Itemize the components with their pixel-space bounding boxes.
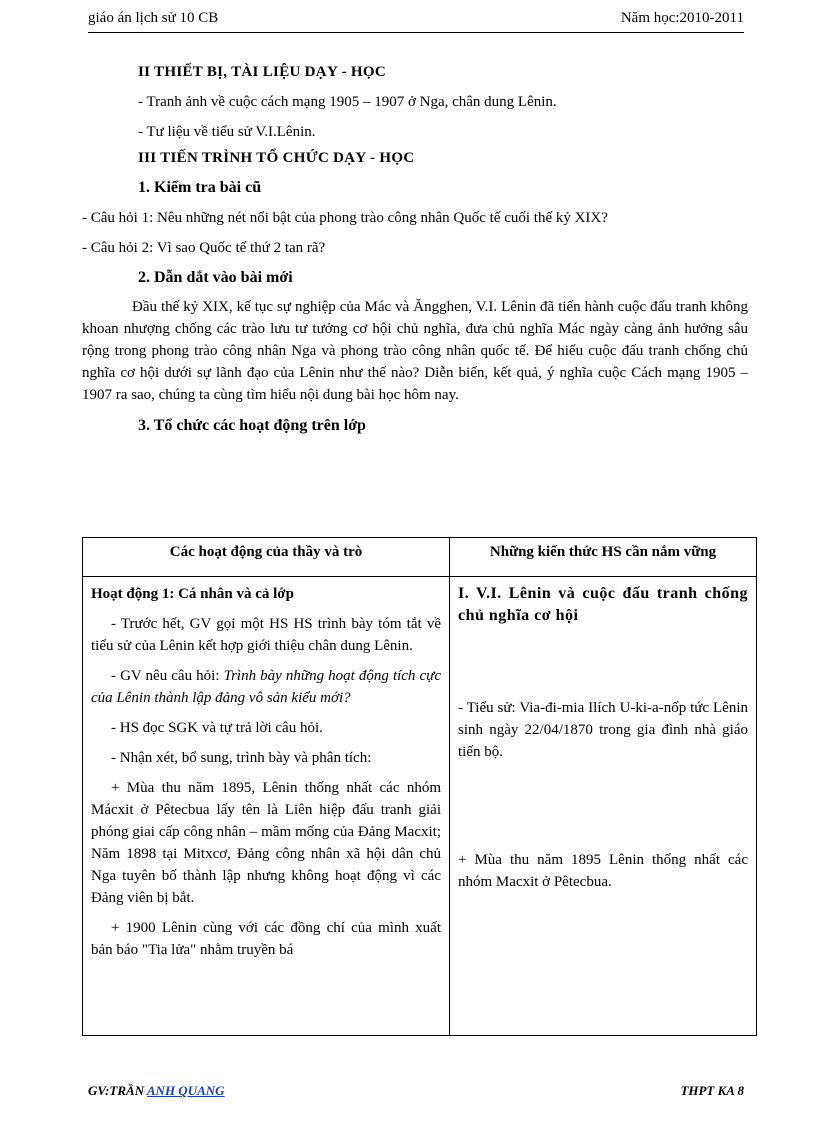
review-question-2: - Câu hỏi 2: Vì sao Quốc tế thứ 2 tan rã? [82, 240, 326, 256]
activity-step: - Trước hết, GV gọi một HS HS trình bày tóm tắt về tiểu sử của Lênin kết hợp giới thiệu chân dung Lênin. [91, 616, 441, 654]
lesson-body [82, 62, 748, 436]
subsection-intro-title: 2. Dẫn dắt vào bài mới [138, 269, 293, 286]
column-header-activities: Các hoạt động của thầy và trò [83, 538, 450, 577]
header-school-year: Năm học:2010-2011 [620, 10, 744, 26]
equipment-item: - Tranh ảnh về cuộc cách mạng 1905 – 1907 ở Nga, chân dung Lênin. [138, 94, 557, 110]
activity-detail: + 1900 Lênin cùng với các đồng chí của mình xuất bản báo "Tia lửa" nhằm truyền bá [91, 920, 441, 958]
footer-author-link[interactable]: ANH QUANG [146, 1083, 225, 1098]
footer-school: THPT KA 8 [680, 1083, 744, 1098]
page-header [88, 10, 744, 33]
footer-author [88, 1083, 225, 1099]
table-header-row [83, 538, 757, 577]
activity-detail: + Mùa thu năm 1895, Lênin thống nhất các nhóm Mácxit ở Pêtecbua lấy tên là Liên hiệp đấu tranh giải phóng giai cấp công nhân – mầm mống của Đảng Macxit; Năm 1898 tại Mitxcơ, Đảng công nhân xã hội dân chủ Nga tuyên bố thành lập nhưng không hoạt động vì các Đảng viên bị bắt. [91, 780, 441, 906]
activities-cell [83, 577, 450, 1036]
teacher-question: Trình bày những hoạt động tích cực của Lênin thành lập đảng vô sản kiểu mới? [91, 668, 442, 706]
activity-title: Hoạt động 1: Cá nhân và cả lớp [91, 586, 294, 602]
intro-paragraph: Đầu thế kỷ XIX, kế tục sự nghiệp của Mác và Ăngghen, V.I. Lênin đã tiến hành cuộc đấu tranh không khoan nhượng chống các trào lưu tư tưởng cơ hội chủ nghĩa, đưa chủ nghĩa Mác ngày càng ảnh hưởng sâu rộng trong phong trào công nhân Nga và phong trào công nhân quốc tế. Để hiểu cuộc đấu tranh chống chủ nghĩa cơ hội dưới sự lãnh đạo của Lênin như thế nào? Diễn biến, kết quả, ý nghĩa cuộc Cách mạng 1905 – 1907 ra sao, chúng ta cùng tìm hiểu nội dung bài học hôm nay. [82, 299, 748, 403]
subsection-activities-title: 3. Tổ chức các hoạt động trên lớp [138, 417, 366, 434]
subsection-review-title: 1. Kiểm tra bài cũ [138, 179, 262, 196]
table-row [83, 577, 757, 1036]
knowledge-biography: - Tiểu sử: Via-đi-mia Ilích U-ki-a-nốp tức Lênin sinh ngày 22/04/1870 trong gia đình nhà giáo tiến bộ. [458, 700, 748, 760]
review-question-1: - Câu hỏi 1: Nêu những nét nổi bật của phong trào công nhân Quốc tế cuối thế kỷ XIX? [82, 210, 608, 226]
activity-step: - Nhận xét, bổ sung, trình bày và phân tích: [111, 750, 372, 766]
activity-table [82, 537, 757, 1036]
page-footer [88, 1083, 744, 1099]
knowledge-event: + Mùa thu năm 1895 Lênin thống nhất các nhóm Macxit ở Pêtecbua. [458, 852, 748, 890]
header-subject: giáo án lịch sử 10 CB [88, 10, 219, 26]
footer-author-label: GV:TRẦN [88, 1083, 145, 1098]
knowledge-heading: I. V.I. Lênin và cuộc đấu tranh chống chủ nghĩa cơ hội [458, 585, 748, 624]
section-2-title: II THIẾT BỊ, TÀI LIỆU DẠY - HỌC [138, 64, 386, 80]
activity-step: - HS đọc SGK và tự trả lời câu hỏi. [111, 720, 323, 736]
column-header-knowledge: Những kiến thức HS cần nắm vững [450, 538, 757, 577]
activity-step-question [91, 665, 441, 709]
question-prefix: - GV nêu câu hỏi: [111, 668, 224, 684]
knowledge-cell [450, 577, 757, 1036]
equipment-item: - Tư liệu về tiểu sử V.I.Lênin. [138, 124, 316, 140]
section-3-title: III TIẾN TRÌNH TỔ CHỨC DẠY - HỌC [138, 150, 415, 166]
